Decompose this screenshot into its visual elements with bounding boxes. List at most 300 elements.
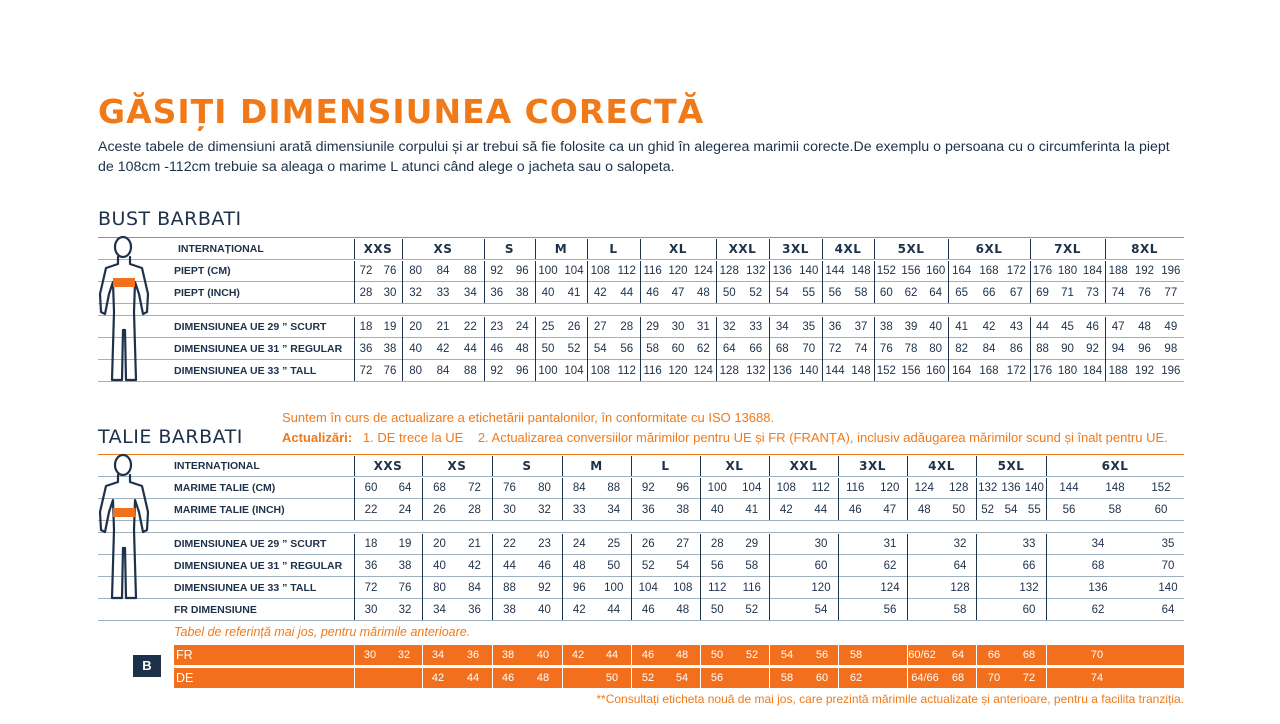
table-cell: 40 <box>541 287 555 299</box>
table-cell: 29 <box>646 321 660 333</box>
bust-data-row <box>0 316 1280 338</box>
legacy-cell: 50 <box>710 649 724 661</box>
legacy-cell: 72 <box>1022 672 1036 684</box>
table-cell: 42 <box>779 504 793 516</box>
table-cell: 148 <box>851 265 871 277</box>
table-cell: 44 <box>463 343 477 355</box>
table-cell: 34 <box>775 321 789 333</box>
table-cell: 38 <box>383 343 397 355</box>
row-label: DIMENSIUNEA UE 33 ” TALL <box>174 365 317 377</box>
bust-data-row <box>0 260 1280 282</box>
size-group-label: 6XL <box>975 242 1003 256</box>
legacy-cell: 44 <box>466 672 480 684</box>
table-cell: 26 <box>567 321 581 333</box>
table-cell: 44 <box>620 287 634 299</box>
legacy-cell: 62 <box>849 672 863 684</box>
notice-updates <box>282 430 1168 445</box>
table-cell: 96 <box>515 365 529 377</box>
table-cell: 40 <box>929 321 943 333</box>
table-cell: 94 <box>1111 343 1125 355</box>
table-cell: 36 <box>828 321 842 333</box>
table-cell: 58 <box>953 604 967 616</box>
table-cell: 22 <box>463 321 477 333</box>
table-cell: 64 <box>1161 604 1175 616</box>
table-cell: 46 <box>848 504 862 516</box>
bust-column-rule <box>354 239 355 259</box>
legacy-cell: 70 <box>1090 649 1104 661</box>
table-cell: 152 <box>1151 482 1171 494</box>
bust-column-rule <box>716 239 717 259</box>
bust-column-rule <box>535 239 536 259</box>
table-cell: 62 <box>904 287 918 299</box>
table-cell: 42 <box>572 604 586 616</box>
table-cell: 112 <box>617 265 636 277</box>
legacy-cell: 52 <box>745 649 759 661</box>
size-group-label: 3XL <box>782 242 809 256</box>
table-cell: 68 <box>775 343 789 355</box>
table-cell: 62 <box>883 560 897 572</box>
table-cell: 76 <box>879 343 893 355</box>
size-group-label: 3XL <box>859 459 886 473</box>
table-cell: 49 <box>1164 321 1178 333</box>
table-cell: 92 <box>1086 343 1099 355</box>
table-cell: 124 <box>693 365 713 377</box>
bust-column-rule <box>1105 239 1106 259</box>
table-cell: 132 <box>978 482 998 494</box>
table-cell: 164 <box>952 365 972 377</box>
size-group-label: XXS <box>373 459 403 473</box>
table-cell: 112 <box>708 582 727 594</box>
legacy-badge: B <box>133 655 161 677</box>
table-cell: 180 <box>1057 265 1078 277</box>
legacy-row-fr <box>174 645 1184 665</box>
table-cell: 88 <box>1036 343 1049 355</box>
waist-column-rule <box>838 456 839 476</box>
row-label: FR <box>176 648 193 662</box>
notice-label: Actualizări: <box>282 430 353 445</box>
size-group-label: XL <box>669 242 687 256</box>
table-cell: 108 <box>590 365 610 377</box>
size-group-label: M <box>590 459 603 473</box>
table-cell: 50 <box>710 604 724 616</box>
table-cell: 100 <box>604 582 624 594</box>
bust-column-rule <box>822 239 823 259</box>
table-cell: 88 <box>607 482 621 494</box>
table-cell: 176 <box>1032 365 1053 377</box>
table-cell: 48 <box>676 604 690 616</box>
table-cell: 86 <box>1009 343 1023 355</box>
table-cell: 188 <box>1108 265 1128 277</box>
table-cell: 24 <box>572 538 586 550</box>
table-cell: 168 <box>979 365 999 377</box>
table-cell: 50 <box>722 287 736 299</box>
table-cell: 77 <box>1164 287 1178 299</box>
table-cell: 74 <box>854 343 868 355</box>
table-cell: 48 <box>515 343 529 355</box>
waist-column-rule <box>562 456 563 476</box>
table-cell: 54 <box>775 287 789 299</box>
table-cell: 184 <box>1082 365 1103 377</box>
size-group-label: 8XL <box>1131 242 1158 256</box>
table-cell: 52 <box>641 560 655 572</box>
table-cell: 104 <box>638 582 658 594</box>
table-cell: 64 <box>929 287 943 299</box>
table-cell: 30 <box>383 287 397 299</box>
table-cell: 184 <box>1082 265 1103 277</box>
table-cell: 58 <box>745 560 759 572</box>
table-cell: 148 <box>851 365 871 377</box>
table-cell: 41 <box>955 321 969 333</box>
legacy-cell: 38 <box>501 649 515 661</box>
legacy-cell: 74 <box>1090 672 1104 684</box>
table-cell: 72 <box>359 365 373 377</box>
table-cell: 88 <box>463 265 477 277</box>
table-cell: 60 <box>1022 604 1036 616</box>
table-cell: 56 <box>883 604 897 616</box>
size-group-label: XL <box>725 459 744 473</box>
row-label: DIMENSIUNEA UE 31 ” REGULAR <box>174 560 343 572</box>
table-cell: 172 <box>1006 365 1026 377</box>
legacy-cell: 68 <box>951 672 965 684</box>
table-cell: 100 <box>538 265 558 277</box>
legacy-cell: 48 <box>675 649 689 661</box>
table-cell: 116 <box>846 482 865 494</box>
table-cell: 72 <box>828 343 842 355</box>
table-cell: 66 <box>982 287 996 299</box>
table-cell: 112 <box>811 482 830 494</box>
table-cell: 84 <box>436 365 450 377</box>
bust-column-rule <box>587 239 588 259</box>
table-cell: 19 <box>398 538 412 550</box>
table-cell: 25 <box>607 538 621 550</box>
table-cell: 80 <box>409 365 423 377</box>
table-cell: 52 <box>981 504 995 516</box>
notice-item-2: 2. Actualizarea conversiilor mărimilor pentru UE și FR (FRANȚA), inclusiv adăugarea mărimilor scund și înalt pentru UE. <box>477 430 1168 445</box>
table-cell: 31 <box>696 321 710 333</box>
legacy-cell: 70 <box>987 672 1001 684</box>
table-cell: 69 <box>1036 287 1049 299</box>
table-cell: 62 <box>696 343 710 355</box>
row-label: DIMENSIUNEA UE 31 ” REGULAR <box>174 343 343 355</box>
table-cell: 188 <box>1108 365 1128 377</box>
table-cell: 32 <box>409 287 423 299</box>
legacy-cell: 46 <box>501 672 515 684</box>
table-cell: 176 <box>1032 265 1053 277</box>
legacy-cell: 56 <box>815 649 829 661</box>
table-cell: 41 <box>567 287 581 299</box>
table-cell: 28 <box>359 287 373 299</box>
table-cell: 100 <box>538 365 558 377</box>
waist-data-row <box>0 555 1280 577</box>
legacy-cell: 48 <box>536 672 550 684</box>
table-cell: 120 <box>811 582 831 594</box>
table-cell: 50 <box>607 560 621 572</box>
table-cell: 18 <box>364 538 378 550</box>
intro-text: Aceste tabele de dimensiuni arată dimensiunile corpului și ar trebui să fie folosite ca un ghid în alegerea marimii corecte.De exemplu o persoana cu o circumferinta la piept de 108cm -112cm trebuie sa aleaga o marime L atunci când alege o jacheta sau o salopeta. <box>98 139 1170 175</box>
table-cell: 62 <box>1091 604 1105 616</box>
legacy-cell: 64/66 <box>911 672 939 684</box>
table-cell: 45 <box>1061 321 1074 333</box>
table-cell: 104 <box>742 482 762 494</box>
table-cell: 33 <box>749 321 763 333</box>
table-cell: 33 <box>1022 538 1036 550</box>
legacy-cell: 66 <box>987 649 1001 661</box>
table-cell: 116 <box>643 365 662 377</box>
legacy-cell: 44 <box>605 649 619 661</box>
table-cell: 54 <box>593 343 607 355</box>
table-cell: 80 <box>433 582 446 594</box>
table-cell: 84 <box>982 343 996 355</box>
table-cell: 35 <box>802 321 816 333</box>
table-cell: 50 <box>541 343 555 355</box>
table-cell: 96 <box>676 482 690 494</box>
table-cell: 40 <box>710 504 724 516</box>
table-cell: 70 <box>1161 560 1175 572</box>
legacy-cell: 64 <box>951 649 965 661</box>
table-cell: 35 <box>1161 538 1175 550</box>
row-label: FR DIMENSIUNE <box>174 604 257 616</box>
size-group-label: 5XL <box>997 459 1025 473</box>
table-cell: 140 <box>799 265 819 277</box>
table-cell: 104 <box>564 265 584 277</box>
table-cell: 54 <box>676 560 690 572</box>
legacy-cell: 58 <box>780 672 794 684</box>
table-cell: 19 <box>383 321 397 333</box>
table-cell: 48 <box>917 504 931 516</box>
bar-separator <box>562 668 563 688</box>
legacy-cell: 60 <box>815 672 829 684</box>
table-cell: 112 <box>617 365 636 377</box>
table-cell: 100 <box>707 482 727 494</box>
table-cell: 40 <box>433 560 446 572</box>
table-cell: 160 <box>926 365 946 377</box>
bust-column-rule <box>1030 239 1031 259</box>
table-cell: 132 <box>746 265 766 277</box>
table-cell: 33 <box>436 287 450 299</box>
table-cell: 164 <box>952 265 972 277</box>
size-group-label: L <box>661 459 670 473</box>
table-cell: 44 <box>503 560 516 572</box>
table-cell: 18 <box>359 321 373 333</box>
table-cell: 64 <box>398 482 412 494</box>
table-cell: 46 <box>646 287 660 299</box>
table-cell: 44 <box>814 504 828 516</box>
table-cell: 156 <box>901 365 921 377</box>
table-cell: 172 <box>1006 265 1026 277</box>
table-cell: 56 <box>710 560 724 572</box>
table-cell: 40 <box>538 604 551 616</box>
table-cell: 136 <box>1088 582 1108 594</box>
table-cell: 66 <box>1022 560 1036 572</box>
table-cell: 88 <box>503 582 516 594</box>
table-cell: 136 <box>772 265 792 277</box>
table-cell: 60 <box>671 343 685 355</box>
table-cell: 116 <box>742 582 761 594</box>
table-cell: 60 <box>364 482 378 494</box>
table-cell: 70 <box>802 343 816 355</box>
legacy-cell: 54 <box>780 649 794 661</box>
table-cell: 84 <box>572 482 586 494</box>
table-cell: 58 <box>1108 504 1122 516</box>
table-cell: 144 <box>825 265 845 277</box>
table-cell: 34 <box>1091 538 1105 550</box>
waist-data-row <box>0 477 1280 499</box>
bar-separator <box>354 668 355 688</box>
legacy-cell: 30 <box>363 649 377 661</box>
bust-column-rule <box>874 239 875 259</box>
table-cell: 56 <box>620 343 634 355</box>
legacy-cell: 40 <box>536 649 550 661</box>
table-cell: 56 <box>1062 504 1076 516</box>
table-cell: 132 <box>1019 582 1039 594</box>
table-cell: 108 <box>590 265 610 277</box>
table-cell: 64 <box>953 560 967 572</box>
table-cell: 30 <box>671 321 685 333</box>
table-cell: 140 <box>799 365 819 377</box>
table-cell: 60 <box>814 560 828 572</box>
table-cell: 25 <box>541 321 555 333</box>
table-cell: 108 <box>776 482 796 494</box>
international-label: INTERNAȚIONAL <box>174 460 260 472</box>
reference-note: Tabel de referință mai jos, pentru mărimile anterioare. <box>174 625 471 639</box>
body-figure-bust-icon <box>98 234 162 384</box>
table-cell: 20 <box>409 321 423 333</box>
size-group-label: 4XL <box>834 242 862 256</box>
table-cell: 52 <box>567 343 581 355</box>
table-cell: 46 <box>1086 321 1099 333</box>
table-cell: 42 <box>468 560 481 572</box>
legacy-row-de <box>174 668 1184 688</box>
table-cell: 68 <box>433 482 446 494</box>
table-cell: 80 <box>538 482 551 494</box>
table-cell: 60 <box>1154 504 1168 516</box>
table-cell: 140 <box>1158 582 1178 594</box>
row-label: PIEPT (INCH) <box>174 287 240 299</box>
table-cell: 144 <box>1059 482 1079 494</box>
table-cell: 24 <box>515 321 529 333</box>
table-cell: 44 <box>607 604 621 616</box>
row-label: MARIME TALIE (INCH) <box>174 504 285 516</box>
table-cell: 37 <box>854 321 868 333</box>
bust-column-rule <box>948 239 949 259</box>
footnote: **Consultați eticheta nouă de mai jos, care prezintă mărimile actualizate și anterioare, pentru a facilita tranziția. <box>596 692 1184 706</box>
table-cell: 44 <box>1036 321 1049 333</box>
bust-heading: BUST BARBATI <box>98 208 242 230</box>
table-cell: 38 <box>676 504 690 516</box>
legacy-cell: 58 <box>849 649 863 661</box>
table-cell: 54 <box>1004 504 1018 516</box>
bust-column-rule <box>769 239 770 259</box>
table-cell: 152 <box>876 265 896 277</box>
table-cell: 71 <box>1061 287 1074 299</box>
table-cell: 58 <box>854 287 868 299</box>
table-cell: 144 <box>825 365 845 377</box>
table-cell: 26 <box>641 538 655 550</box>
body-figure-waist-icon <box>98 452 162 602</box>
table-cell: 39 <box>904 321 918 333</box>
table-cell: 124 <box>880 582 900 594</box>
waist-data-row <box>0 599 1280 621</box>
table-cell: 136 <box>772 365 792 377</box>
size-group-label: XS <box>447 459 467 473</box>
row-label: DIMENSIUNEA UE 29 ” SCURT <box>174 321 327 333</box>
waist-data-row <box>0 577 1280 599</box>
table-cell: 196 <box>1161 265 1181 277</box>
table-cell: 82 <box>955 343 969 355</box>
table-cell: 38 <box>879 321 893 333</box>
table-cell: 92 <box>490 365 504 377</box>
table-cell: 47 <box>883 504 897 516</box>
table-cell: 46 <box>538 560 551 572</box>
waist-data-row <box>0 499 1280 521</box>
table-cell: 54 <box>814 604 828 616</box>
legacy-cell: 60/62 <box>908 649 936 661</box>
table-cell: 108 <box>673 582 693 594</box>
table-cell: 88 <box>463 365 477 377</box>
page-title: GĂSIȚI DIMENSIUNEA CORECTĂ <box>98 92 705 131</box>
table-cell: 22 <box>364 504 378 516</box>
table-cell: 76 <box>383 365 397 377</box>
table-cell: 96 <box>1138 343 1151 355</box>
table-cell: 72 <box>364 582 378 594</box>
table-cell: 36 <box>641 504 655 516</box>
legacy-cell: 32 <box>397 649 411 661</box>
table-cell: 64 <box>722 343 736 355</box>
waist-header-row <box>0 455 1280 477</box>
table-cell: 43 <box>1009 321 1023 333</box>
table-cell: 68 <box>1091 560 1105 572</box>
size-group-label: XS <box>433 242 453 256</box>
notice-line: Suntem în curs de actualizare a etichetării pantalonilor, în conformitate cu ISO 13688. <box>282 410 775 425</box>
table-cell: 73 <box>1086 287 1099 299</box>
table-cell: 56 <box>828 287 842 299</box>
table-cell: 156 <box>901 265 921 277</box>
waist-column-rule <box>354 456 355 476</box>
table-cell: 104 <box>564 365 584 377</box>
table-cell: 92 <box>538 582 551 594</box>
table-cell: 96 <box>515 265 529 277</box>
table-cell: 80 <box>929 343 943 355</box>
table-cell: 76 <box>503 482 516 494</box>
table-cell: 92 <box>641 482 655 494</box>
table-cell: 36 <box>359 343 373 355</box>
table-cell: 38 <box>503 604 516 616</box>
table-cell: 196 <box>1161 365 1181 377</box>
table-cell: 42 <box>982 321 996 333</box>
size-group-label: S <box>522 459 532 473</box>
row-label: MARIME TALIE (CM) <box>174 482 276 494</box>
table-cell: 30 <box>364 604 378 616</box>
table-cell: 90 <box>1061 343 1074 355</box>
legacy-cell: 68 <box>1022 649 1036 661</box>
table-cell: 34 <box>463 287 477 299</box>
table-cell: 128 <box>950 582 970 594</box>
table-cell: 72 <box>359 265 373 277</box>
size-group-label: 5XL <box>897 242 925 256</box>
table-cell: 55 <box>802 287 816 299</box>
legacy-cell: 52 <box>641 672 655 684</box>
table-cell: 160 <box>926 265 946 277</box>
table-cell: 36 <box>364 560 378 572</box>
table-cell: 47 <box>671 287 685 299</box>
table-cell: 24 <box>398 504 412 516</box>
table-cell: 84 <box>436 265 450 277</box>
size-group-label: XXS <box>363 242 393 256</box>
table-cell: 65 <box>955 287 969 299</box>
table-cell: 58 <box>646 343 660 355</box>
table-cell: 47 <box>1111 321 1125 333</box>
table-cell: 48 <box>696 287 710 299</box>
